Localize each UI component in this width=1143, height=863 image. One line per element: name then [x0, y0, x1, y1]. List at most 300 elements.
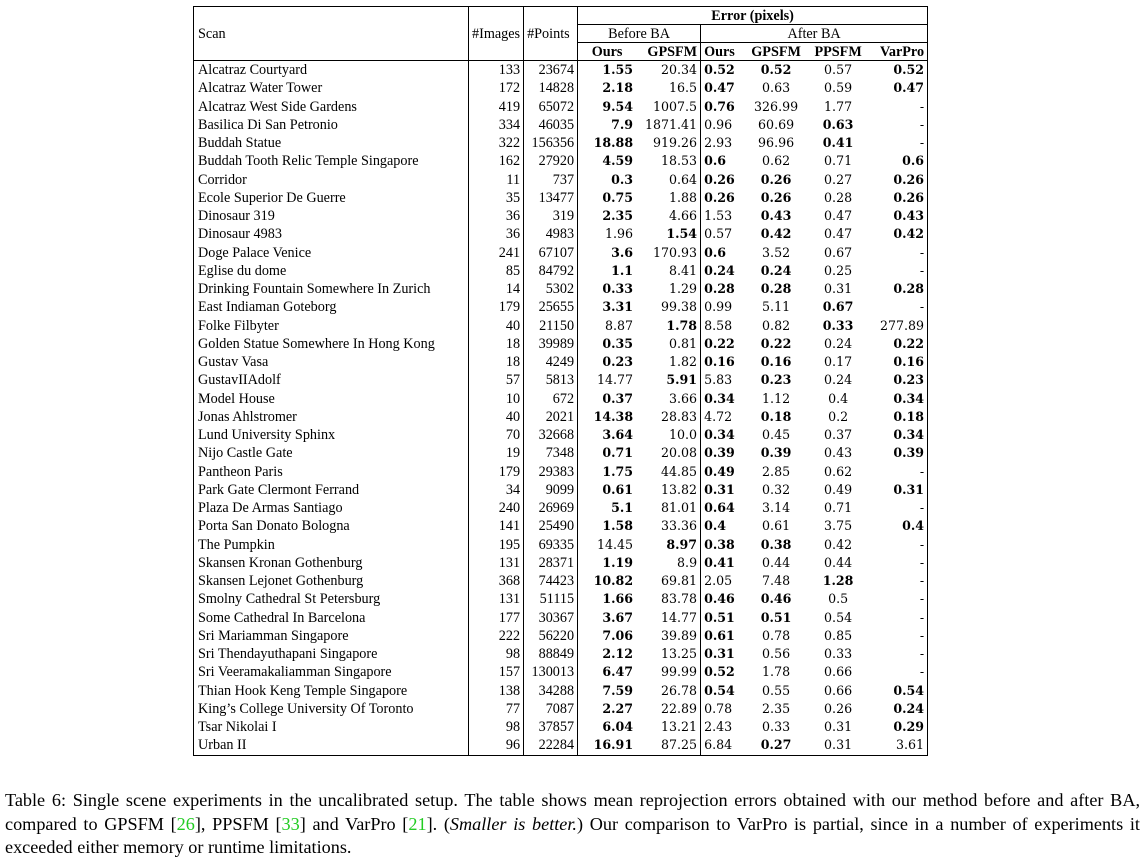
cell-after-varpro: 0.22: [893, 335, 925, 351]
cell-before-ours: 5.1: [578, 499, 637, 517]
cell-after-gpsfm: 0.61: [762, 518, 791, 534]
cell-before-ours: 8.87: [578, 317, 637, 335]
cell-after-varpro: -: [919, 299, 925, 315]
cell-after-ours: 4.72: [701, 408, 746, 426]
cell-images: 40: [469, 317, 524, 335]
cell-after-ppsfm: 0.31: [824, 719, 853, 735]
cell-before-ours: 9.54: [578, 98, 637, 116]
cell-images: 77: [469, 700, 524, 718]
cell-points: 5813: [524, 371, 578, 389]
header-before-ours: Ours: [578, 43, 637, 61]
table-row: [194, 152, 928, 170]
cell-before-ours: 3.6: [578, 244, 637, 262]
cell-before-gpsfm: 1.29: [669, 281, 698, 297]
cell-after-varpro: 0.4: [902, 518, 925, 534]
table-row: [194, 298, 928, 316]
cell-scan: GustavIIAdolf: [198, 372, 281, 389]
cell-scan: Sri Veeramakaliamman Singapore: [198, 664, 392, 681]
cell-images: 179: [469, 298, 524, 316]
cell-after-ours: 2.93: [701, 134, 746, 152]
cell-images: 138: [469, 682, 524, 700]
cell-after-ppsfm: 0.54: [824, 609, 853, 625]
cell-images: 98: [469, 718, 524, 736]
cell-scan: Basilica Di San Petronio: [198, 116, 338, 133]
table-row: [194, 390, 928, 408]
cell-after-varpro: -: [919, 262, 925, 278]
cell-scan: Model House: [198, 390, 275, 407]
cell-scan: Park Gate Clermont Ferrand: [198, 481, 360, 498]
cell-after-varpro: -: [919, 244, 925, 260]
cell-points: 25490: [524, 517, 578, 535]
header-after-varpro: VarPro: [869, 43, 928, 61]
cell-images: 368: [469, 572, 524, 590]
cell-after-ours: 0.96: [701, 116, 746, 134]
cell-after-varpro: 0.28: [893, 281, 925, 297]
table-row: [194, 207, 928, 225]
cell-after-ours: 0.26: [701, 189, 746, 207]
cell-scan: Sri Thendayuthapani Singapore: [198, 646, 378, 663]
cell-after-ours: 0.52: [701, 61, 746, 80]
cell-points: 56220: [524, 627, 578, 645]
cell-before-gpsfm: 83.78: [661, 591, 698, 607]
table-row: [194, 590, 928, 608]
cell-before-ours: 1.75: [578, 463, 637, 481]
cell-images: 334: [469, 116, 524, 134]
cell-points: 28371: [524, 554, 578, 572]
cell-after-ppsfm: 0.33: [824, 646, 853, 662]
cell-images: 131: [469, 554, 524, 572]
cell-after-ours: 0.47: [701, 79, 746, 97]
cell-points: 37857: [524, 718, 578, 736]
cell-after-varpro: -: [919, 554, 925, 570]
cell-after-ours: 0.64: [701, 499, 746, 517]
cell-points: 2021: [524, 408, 578, 426]
cell-after-ours: 0.4: [701, 517, 746, 535]
cell-points: 737: [524, 171, 578, 189]
cell-points: 74423: [524, 572, 578, 590]
cell-before-gpsfm: 87.25: [661, 737, 698, 753]
cell-images: 240: [469, 499, 524, 517]
cell-after-varpro: 0.52: [869, 61, 928, 80]
cell-after-gpsfm: 0.24: [760, 262, 792, 278]
cell-scan: Skansen Kronan Gothenburg: [198, 554, 363, 571]
cell-after-varpro: -: [919, 463, 925, 479]
cell-after-varpro: -: [919, 573, 925, 589]
cell-after-varpro: 0.31: [893, 481, 925, 497]
cell-after-gpsfm: 1.12: [762, 390, 791, 406]
cell-after-ours: 1.53: [701, 207, 746, 225]
table-row: [194, 609, 928, 627]
table-row: [194, 645, 928, 663]
cell-after-varpro: -: [919, 646, 925, 662]
cell-images: 35: [469, 189, 524, 207]
cell-before-ours: 3.31: [578, 298, 637, 316]
header-scan: Scan: [198, 25, 226, 42]
cell-after-ours: 0.54: [701, 682, 746, 700]
cell-before-ours: 1.66: [578, 590, 637, 608]
table-row: [194, 517, 928, 535]
cell-after-ours: 0.76: [701, 98, 746, 116]
cell-after-gpsfm: 0.46: [760, 591, 792, 607]
cell-before-ours: 7.9: [578, 116, 637, 134]
citation-link-26[interactable]: 26: [176, 813, 195, 834]
cell-after-ppsfm: 0.85: [824, 627, 853, 643]
cell-images: 18: [469, 353, 524, 371]
cell-after-varpro: 0.24: [893, 700, 925, 716]
cell-before-ours: 2.18: [578, 79, 637, 97]
cell-after-gpsfm: 0.56: [762, 646, 791, 662]
cell-after-varpro: 0.42: [893, 226, 925, 242]
cell-after-gpsfm: 0.44: [762, 554, 791, 570]
cell-after-gpsfm: 0.51: [760, 609, 792, 625]
cell-scan: Alcatraz Courtyard: [194, 61, 469, 80]
cell-after-ours: 0.49: [701, 463, 746, 481]
cell-scan: Drinking Fountain Somewhere In Zurich: [198, 281, 431, 298]
caption-text: ], PPSFM [: [194, 813, 282, 834]
results-table: [193, 6, 928, 756]
cell-before-gpsfm: 13.82: [661, 481, 698, 497]
cell-images: 11: [469, 171, 524, 189]
cell-after-ppsfm: 0.31: [824, 737, 853, 753]
cell-points: 4249: [524, 353, 578, 371]
table-row: [194, 554, 928, 572]
cell-points: 130013: [524, 663, 578, 681]
cell-after-ppsfm: 0.57: [807, 61, 869, 80]
cell-points: 25655: [524, 298, 578, 316]
cell-after-varpro: -: [919, 98, 925, 114]
cell-before-ours: 6.04: [578, 718, 637, 736]
cell-points: 88849: [524, 645, 578, 663]
caption-label: Table 6:: [5, 790, 66, 810]
cell-before-ours: 1.55: [578, 61, 637, 80]
cell-after-varpro: 0.29: [893, 719, 925, 735]
cell-before-ours: 0.23: [578, 353, 637, 371]
cell-after-ours: 0.34: [701, 426, 746, 444]
cell-scan: Urban II: [198, 737, 247, 754]
cell-before-ours: 0.71: [578, 444, 637, 462]
cell-before-ours: 14.38: [578, 408, 637, 426]
cell-before-ours: 2.27: [578, 700, 637, 718]
cell-after-ours: 0.28: [701, 280, 746, 298]
cell-before-gpsfm: 14.77: [661, 609, 698, 625]
cell-after-ours: 0.99: [701, 298, 746, 316]
cell-after-ours: 5.83: [701, 371, 746, 389]
cell-before-gpsfm: 10.0: [669, 427, 698, 443]
cell-after-varpro: -: [919, 627, 925, 643]
header-before-ba: Before BA: [578, 25, 701, 43]
cell-after-gpsfm: 0.55: [762, 682, 791, 698]
cell-after-gpsfm: 0.22: [760, 335, 792, 351]
cell-before-gpsfm: 919.26: [653, 135, 698, 151]
cell-before-ours: 1.1: [578, 262, 637, 280]
cell-after-gpsfm: 0.27: [760, 737, 792, 753]
cell-images: 40: [469, 408, 524, 426]
cell-after-ppsfm: 0.66: [824, 682, 853, 698]
cell-before-gpsfm: 1.88: [669, 189, 698, 205]
table-row: [194, 280, 928, 298]
cell-before-ours: 3.67: [578, 609, 637, 627]
cell-after-varpro: -: [919, 591, 925, 607]
cell-before-ours: 14.77: [578, 371, 637, 389]
cell-after-ours: 0.41: [701, 554, 746, 572]
cell-after-varpro: 0.43: [893, 208, 925, 224]
cell-before-ours: 7.59: [578, 682, 637, 700]
cell-images: 177: [469, 609, 524, 627]
cell-after-ppsfm: 0.4: [828, 390, 849, 406]
cell-points: 69335: [524, 536, 578, 554]
cell-before-gpsfm: 99.99: [661, 664, 698, 680]
cell-before-gpsfm: 33.36: [661, 518, 698, 534]
cell-after-ours: 2.05: [701, 572, 746, 590]
cell-after-ppsfm: 0.27: [824, 171, 853, 187]
header-after-ba: After BA: [701, 25, 928, 43]
cell-before-ours: 0.37: [578, 390, 637, 408]
cell-after-ppsfm: 0.62: [824, 463, 853, 479]
cell-after-ours: 0.31: [701, 481, 746, 499]
cell-points: 672: [524, 390, 578, 408]
cell-points: 21150: [524, 317, 578, 335]
cell-after-gpsfm: 0.38: [760, 536, 792, 552]
cell-after-gpsfm: 0.62: [762, 153, 791, 169]
cell-images: 222: [469, 627, 524, 645]
cell-before-ours: 18.88: [578, 134, 637, 152]
cell-scan: Alcatraz West Side Gardens: [198, 98, 357, 115]
cell-before-gpsfm: 1.78: [666, 317, 698, 333]
cell-images: 98: [469, 645, 524, 663]
cell-after-ppsfm: 0.47: [824, 208, 853, 224]
cell-after-varpro: 0.34: [893, 390, 925, 406]
cell-before-ours: 3.64: [578, 426, 637, 444]
header-after-gpsfm: GPSFM: [745, 43, 807, 61]
cell-after-ours: 6.84: [701, 736, 746, 755]
table-row: [194, 371, 928, 389]
cell-points: 67107: [524, 244, 578, 262]
table-row: [194, 682, 928, 700]
cell-images: 18: [469, 335, 524, 353]
cell-points: 23674: [524, 61, 578, 80]
cell-scan: Doge Palace Venice: [198, 244, 312, 261]
cell-after-ours: 0.57: [701, 225, 746, 243]
cell-points: 9099: [524, 481, 578, 499]
cell-points: 22284: [524, 736, 578, 755]
cell-before-ours: 6.47: [578, 663, 637, 681]
cell-before-gpsfm: 170.93: [653, 244, 698, 260]
cell-images: 34: [469, 481, 524, 499]
cell-scan: Alcatraz Water Tower: [198, 80, 323, 97]
cell-scan: Pantheon Paris: [198, 463, 283, 480]
cell-after-varpro: 0.23: [893, 372, 925, 388]
cell-scan: Folke Filbyter: [198, 317, 279, 334]
cell-after-ours: 0.16: [701, 353, 746, 371]
cell-before-gpsfm: 0.81: [669, 335, 698, 351]
cell-after-gpsfm: 0.52: [745, 61, 807, 80]
cell-before-ours: 0.3: [578, 171, 637, 189]
cell-after-gpsfm: 0.26: [760, 189, 792, 205]
cell-after-ours: 0.46: [701, 590, 746, 608]
cell-scan: Golden Statue Somewhere In Hong Kong: [198, 335, 435, 352]
header-after-ppsfm: PPSFM: [807, 43, 869, 61]
table-row: [194, 426, 928, 444]
cell-after-ppsfm: 0.25: [824, 262, 853, 278]
cell-after-ppsfm: 1.77: [824, 98, 853, 114]
cell-after-gpsfm: 0.45: [762, 427, 791, 443]
citation-link-21[interactable]: 21: [408, 813, 427, 834]
cell-scan: Nijo Castle Gate: [198, 445, 293, 462]
cell-points: 46035: [524, 116, 578, 134]
cell-before-gpsfm: 5.91: [666, 372, 698, 388]
cell-points: 34288: [524, 682, 578, 700]
results-table-body: [194, 61, 928, 756]
cell-after-gpsfm: 60.69: [758, 116, 795, 132]
cell-after-ppsfm: 0.28: [824, 189, 853, 205]
cell-after-gpsfm: 0.82: [762, 317, 791, 333]
cell-scan: Buddah Tooth Relic Temple Singapore: [198, 153, 419, 170]
table-row: [194, 171, 928, 189]
cell-points: 84792: [524, 262, 578, 280]
cell-after-gpsfm: 0.26: [760, 171, 792, 187]
cell-after-varpro: -: [919, 536, 925, 552]
cell-images: 195: [469, 536, 524, 554]
cell-after-ppsfm: 0.43: [824, 445, 853, 461]
table-row: [194, 408, 928, 426]
cell-after-gpsfm: 0.32: [762, 481, 791, 497]
cell-after-ppsfm: 0.24: [824, 372, 853, 388]
cell-scan: Lund University Sphinx: [198, 427, 336, 444]
cell-images: 131: [469, 590, 524, 608]
table-row: [194, 627, 928, 645]
cell-after-varpro: 0.39: [893, 445, 925, 461]
cell-after-varpro: -: [919, 500, 925, 516]
results-table-container: [193, 6, 928, 756]
caption-italic-note: Smaller is better.: [449, 813, 577, 834]
table-row: [194, 79, 928, 97]
cell-after-gpsfm: 7.48: [762, 573, 791, 589]
cell-after-gpsfm: 0.18: [760, 408, 792, 424]
cell-before-ours: 1.58: [578, 517, 637, 535]
cell-after-ppsfm: 3.75: [824, 518, 853, 534]
cell-scan: Buddah Statue: [198, 135, 282, 152]
cell-images: 172: [469, 79, 524, 97]
table-row: [194, 116, 928, 134]
cell-after-ours: 0.52: [701, 663, 746, 681]
cell-after-gpsfm: 0.43: [760, 208, 792, 224]
caption-text: Single scene experiments in the uncalibrated setup. The table shows mean reprojection errors obtained with our method before and after BA, compared to GPSFM [: [5, 790, 1140, 834]
cell-before-ours: 1.19: [578, 554, 637, 572]
cell-before-ours: 1.96: [578, 225, 637, 243]
table-row: [194, 98, 928, 116]
cell-after-varpro: -: [919, 664, 925, 680]
cell-after-ours: 0.22: [701, 335, 746, 353]
cell-before-ours: 14.45: [578, 536, 637, 554]
cell-scan: Ecole Superior De Guerre: [198, 189, 346, 206]
table-row: [194, 536, 928, 554]
cell-after-gpsfm: 0.33: [762, 719, 791, 735]
cell-after-ppsfm: 0.5: [828, 591, 849, 607]
cell-points: 65072: [524, 98, 578, 116]
table-row: [194, 736, 928, 755]
cell-after-ppsfm: 0.63: [822, 116, 854, 132]
cell-points: 27920: [524, 152, 578, 170]
cell-after-varpro: 277.89: [880, 317, 925, 333]
citation-link-33[interactable]: 33: [281, 813, 300, 834]
cell-after-varpro: 3.61: [896, 737, 925, 753]
cell-after-gpsfm: 0.78: [762, 627, 791, 643]
cell-images: 157: [469, 663, 524, 681]
table-row: [194, 335, 928, 353]
cell-before-gpsfm: 69.81: [661, 573, 698, 589]
cell-before-gpsfm: 28.83: [661, 408, 698, 424]
cell-before-gpsfm: 3.66: [669, 390, 698, 406]
cell-scan: Plaza De Armas Santiago: [198, 500, 343, 517]
cell-before-gpsfm: 1871.41: [644, 116, 698, 132]
cell-images: 85: [469, 262, 524, 280]
cell-after-gpsfm: 1.78: [762, 664, 791, 680]
cell-after-ppsfm: 0.41: [822, 135, 854, 151]
cell-after-ours: 0.34: [701, 390, 746, 408]
cell-after-ours: 0.38: [701, 536, 746, 554]
cell-after-gpsfm: 3.14: [762, 500, 791, 516]
table-row: [194, 663, 928, 681]
cell-images: 133: [469, 61, 524, 80]
cell-before-ours: 10.82: [578, 572, 637, 590]
cell-after-ours: 0.51: [701, 609, 746, 627]
cell-after-varpro: 0.47: [893, 80, 925, 96]
table-row: [194, 244, 928, 262]
cell-after-gpsfm: 2.35: [762, 700, 791, 716]
cell-after-gpsfm: 0.28: [760, 281, 792, 297]
cell-after-varpro: 0.6: [902, 153, 925, 169]
cell-after-gpsfm: 0.39: [760, 445, 792, 461]
cell-points: 4983: [524, 225, 578, 243]
cell-after-varpro: 0.34: [893, 427, 925, 443]
cell-scan: Jonas Ahlstromer: [198, 408, 297, 425]
cell-before-gpsfm: 13.21: [661, 719, 698, 735]
cell-after-ppsfm: 0.71: [824, 153, 853, 169]
cell-images: 19: [469, 444, 524, 462]
cell-images: 10: [469, 390, 524, 408]
table-row: [194, 444, 928, 462]
table-row: [194, 572, 928, 590]
cell-before-gpsfm: 16.5: [669, 80, 698, 96]
cell-scan: Some Cathedral In Barcelona: [198, 609, 366, 626]
cell-before-gpsfm: 0.64: [669, 171, 698, 187]
cell-images: 14: [469, 280, 524, 298]
cell-after-gpsfm: 5.11: [762, 299, 791, 315]
cell-before-gpsfm: 99.38: [661, 299, 698, 315]
cell-after-ours: 8.58: [701, 317, 746, 335]
cell-before-gpsfm: 44.85: [661, 463, 698, 479]
cell-before-gpsfm: 4.66: [669, 208, 698, 224]
cell-after-ppsfm: 0.33: [822, 317, 854, 333]
cell-after-varpro: 0.16: [893, 354, 925, 370]
cell-after-gpsfm: 0.42: [760, 226, 792, 242]
cell-images: 322: [469, 134, 524, 152]
cell-scan: East Indiaman Goteborg: [198, 299, 337, 316]
cell-after-ppsfm: 0.37: [824, 427, 853, 443]
cell-points: 319: [524, 207, 578, 225]
cell-after-ours: 0.31: [701, 645, 746, 663]
cell-after-ppsfm: 0.44: [824, 554, 853, 570]
cell-before-gpsfm: 18.53: [661, 153, 698, 169]
cell-after-gpsfm: 0.23: [760, 372, 792, 388]
cell-after-ours: 2.43: [701, 718, 746, 736]
cell-after-ppsfm: 0.2: [828, 408, 849, 424]
table-row: [194, 353, 928, 371]
cell-after-ppsfm: 0.71: [824, 500, 853, 516]
cell-before-ours: 2.35: [578, 207, 637, 225]
table-row: [194, 61, 928, 80]
cell-after-gpsfm: 0.16: [760, 354, 792, 370]
